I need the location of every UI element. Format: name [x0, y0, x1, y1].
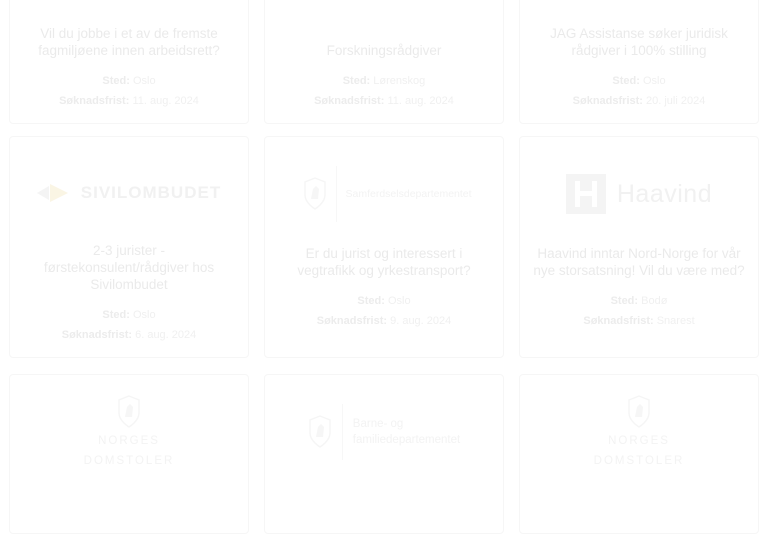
place-label: Sted: — [612, 75, 640, 87]
deadline-label: Søknadsfrist: — [316, 315, 388, 327]
norwegian-lion-crest-icon — [308, 415, 332, 449]
job-card-grid-row-middle — [0, 136, 768, 358]
job-card-place — [357, 293, 410, 309]
job-card-title: Vil du jobbe i et av de fremste fagmiljøene innen arbeidsrett? — [38, 26, 220, 58]
samferdselsdepartementet-wordmark: Samferdselsdepartementet — [345, 188, 472, 200]
norges-domstoler-wordmark-line1: NORGES — [98, 435, 160, 447]
job-card-place — [612, 73, 665, 89]
job-card[interactable] — [519, 374, 759, 534]
sivilombudet-logo — [22, 151, 236, 234]
norges-domstoler-wordmark-line2: DOMSTOLER — [83, 455, 175, 467]
job-card[interactable] — [9, 0, 249, 124]
job-card-title: 2-3 jurister - førstekonsulent/rådgiver hos Sivilombudet — [43, 243, 215, 292]
job-card-deadline — [62, 327, 197, 343]
norges-domstoler-logo — [532, 389, 746, 475]
norges-domstoler-logo — [22, 389, 236, 475]
deadline-label: Søknadsfrist: — [314, 95, 385, 107]
job-card-place — [102, 307, 155, 323]
job-card[interactable] — [519, 0, 759, 124]
place-label: Sted: — [357, 295, 385, 307]
deadline-label: Søknadsfrist: — [572, 95, 643, 107]
job-card-place — [611, 293, 668, 309]
bfd-wordmark-line2: familiedepartementet — [352, 434, 461, 446]
place-value: Oslo — [132, 309, 156, 321]
job-card-title: Forskningsrådgiver — [326, 43, 442, 58]
deadline-label: Søknadsfrist: — [61, 329, 133, 341]
place-value: Oslo — [387, 295, 411, 307]
deadline-label: Søknadsfrist: — [59, 95, 130, 107]
place-label: Sted: — [102, 309, 130, 321]
job-card-deadline — [59, 93, 199, 109]
job-card-grid-row-top — [0, 0, 768, 124]
job-card-place — [102, 73, 155, 89]
place-value: Oslo — [132, 75, 156, 87]
place-value: Oslo — [642, 75, 666, 87]
norwegian-lion-crest-icon — [627, 395, 651, 429]
haavind-wordmark: Haavind — [616, 179, 713, 208]
job-card-place — [343, 73, 426, 89]
job-card-deadline — [583, 313, 694, 329]
job-card-deadline — [317, 313, 452, 329]
deadline-value: 9. aug. 2024 — [390, 315, 452, 327]
place-value: Bodø — [641, 295, 668, 307]
job-card[interactable] — [264, 0, 504, 124]
samferdselsdepartementet-logo — [277, 151, 491, 237]
deadline-label: Søknadsfrist: — [583, 315, 654, 327]
barne-og-familiedepartementet-logo — [277, 389, 491, 475]
job-card[interactable] — [264, 374, 504, 534]
place-label: Sted: — [610, 295, 639, 307]
job-card-deadline — [573, 93, 706, 109]
job-card[interactable] — [9, 136, 249, 358]
deadline-value: Snarest — [656, 315, 695, 327]
job-card-title: Er du jurist og interessert i vegtrafikk og yrkestransport? — [297, 246, 471, 278]
place-value: Lørenskog — [373, 75, 426, 87]
norwegian-lion-crest-icon — [117, 395, 141, 429]
job-card[interactable] — [264, 136, 504, 358]
haavind-logo — [532, 151, 746, 237]
place-label: Sted: — [102, 75, 130, 87]
deadline-value: 11. aug. 2024 — [387, 95, 454, 107]
norges-domstoler-wordmark-line1: NORGES — [608, 435, 670, 447]
haavind-mark-icon — [566, 174, 606, 214]
job-card-title: Haavind inntar Nord-Norge for vår nye storsatsning! Vil du være med? — [533, 246, 745, 278]
job-card[interactable] — [519, 136, 759, 358]
bfd-wordmark-line1: Barne- og — [352, 418, 404, 430]
norwegian-lion-crest-icon — [303, 177, 327, 211]
job-card-grid-row-bottom — [0, 374, 768, 534]
deadline-value: 20. juli 2024 — [646, 95, 706, 107]
sivilombudet-wordmark: SIVILOMBUDET — [80, 182, 222, 202]
logo-divider — [336, 166, 337, 222]
deadline-value: 6. aug. 2024 — [135, 329, 197, 341]
job-card[interactable] — [9, 374, 249, 534]
job-card-title: JAG Assistanse søker juridisk rådgiver i 100% stilling — [550, 26, 728, 58]
place-label: Sted: — [342, 75, 371, 87]
logo-divider — [342, 404, 343, 460]
job-card-deadline — [314, 93, 454, 109]
norges-domstoler-wordmark-line2: DOMSTOLER — [593, 455, 685, 467]
sivilombudet-mark-icon — [37, 183, 71, 203]
deadline-value: 11. aug. 2024 — [132, 95, 199, 107]
